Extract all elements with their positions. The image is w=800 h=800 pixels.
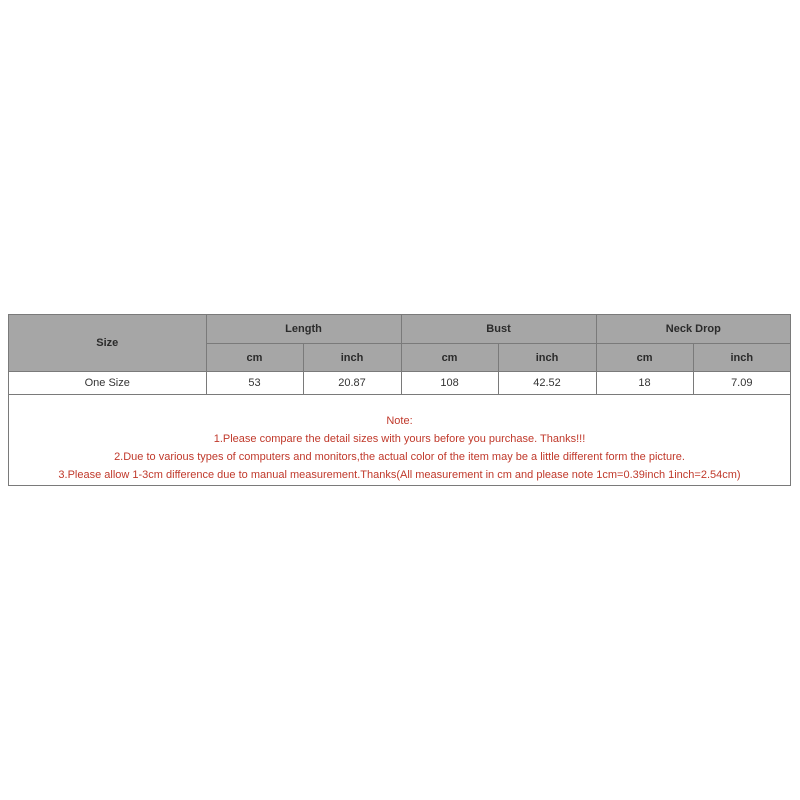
cell-bust-cm: 108 (401, 372, 498, 395)
unit-header: cm (401, 344, 498, 372)
cell-length-inch: 20.87 (303, 372, 401, 395)
unit-header: cm (596, 344, 693, 372)
cell-neck-drop-inch: 7.09 (693, 372, 790, 395)
size-chart (8, 314, 791, 486)
notes-section (9, 395, 790, 484)
size-table (9, 315, 790, 395)
header-neck-drop: Neck Drop (596, 315, 790, 344)
cell-neck-drop-cm: 18 (596, 372, 693, 395)
header-length: Length (206, 315, 401, 344)
header-bust: Bust (401, 315, 596, 344)
note-line-1: 1.Please compare the detail sizes with yours before you purchase. Thanks!!! (213, 433, 586, 445)
unit-header: inch (693, 344, 790, 372)
table-header-row (9, 315, 790, 344)
note-title: Note: (386, 415, 413, 427)
unit-header: cm (206, 344, 303, 372)
note-line-2: 2.Due to various types of computers and monitors,the actual color of the item may be a little different form the picture. (114, 451, 685, 463)
cell-bust-inch: 42.52 (498, 372, 596, 395)
note-line-3: 3.Please allow 1-3cm difference due to manual measurement.Thanks(All measurement in cm and please note 1cm=0.39inch 1inch=2.54cm) (58, 469, 741, 481)
unit-header: inch (303, 344, 401, 372)
unit-header: inch (498, 344, 596, 372)
cell-size: One Size (9, 372, 206, 395)
table-row (9, 372, 790, 395)
header-size: Size (9, 315, 206, 372)
cell-length-cm: 53 (206, 372, 303, 395)
